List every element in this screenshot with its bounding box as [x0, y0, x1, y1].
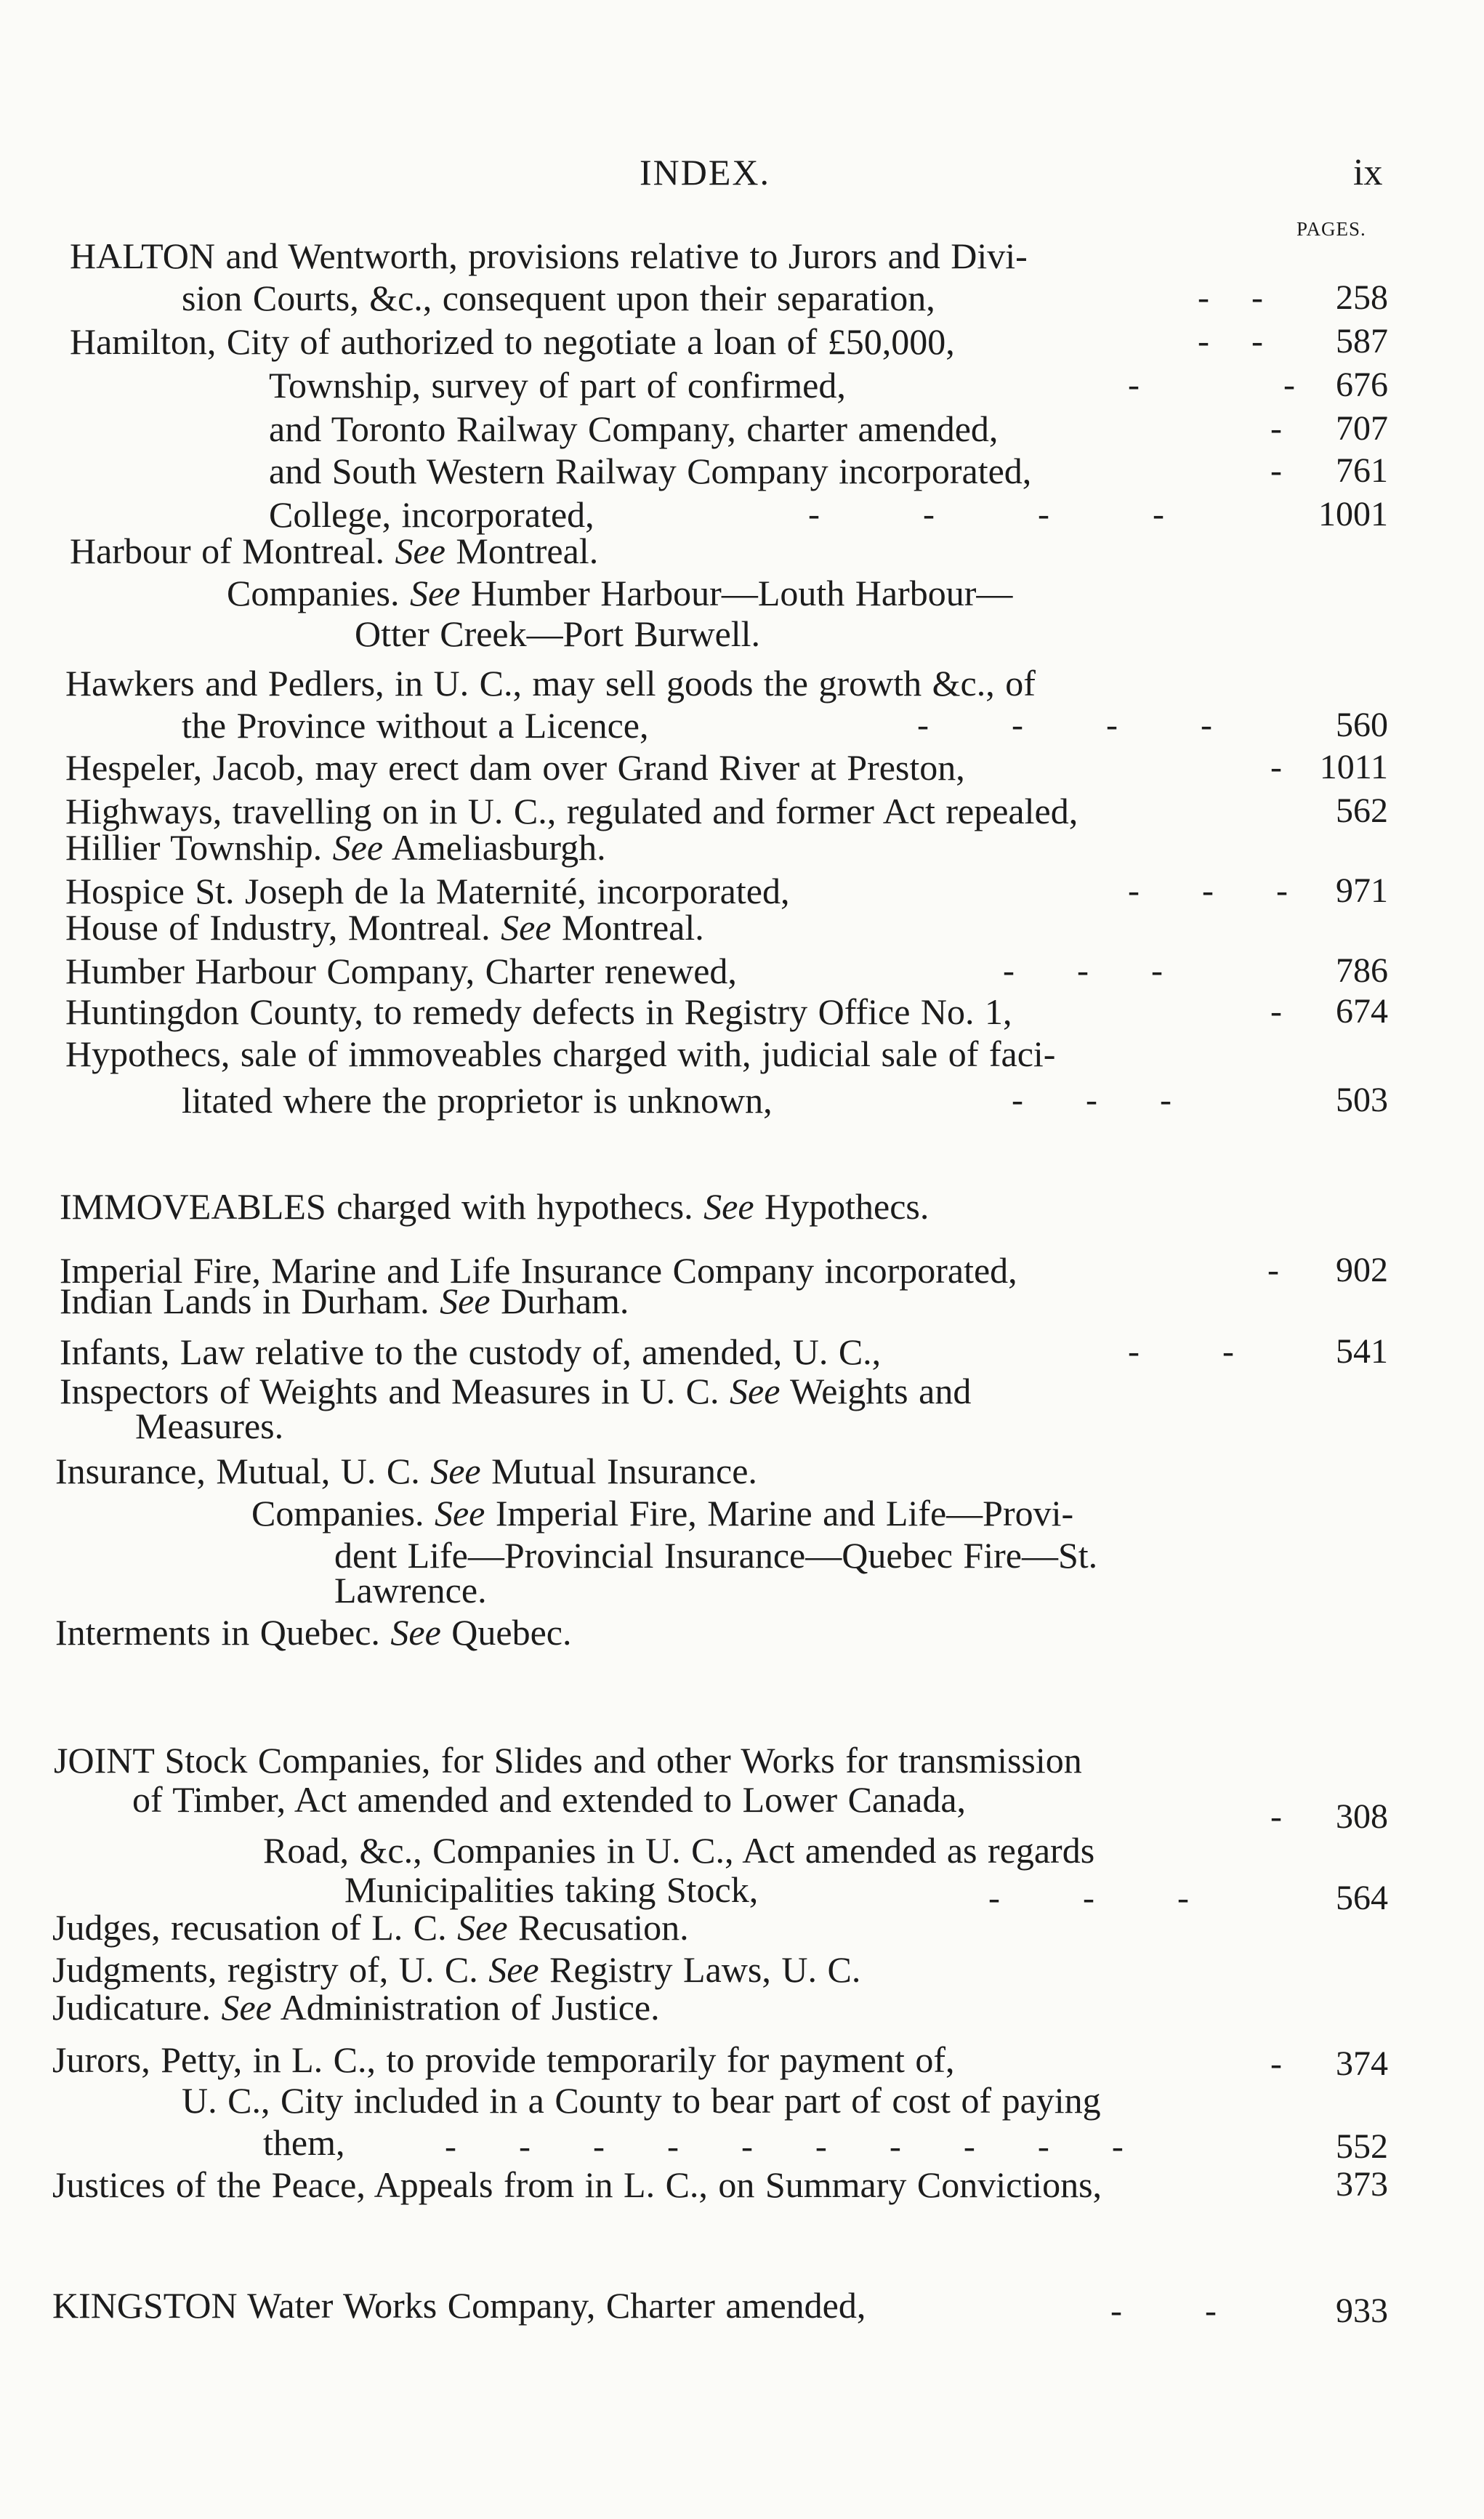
dot-leader: - [1270, 451, 1283, 490]
dot-leader: - [1270, 2044, 1283, 2083]
index-line: litated where the proprietor is unknown, [182, 1080, 773, 1121]
index-line: Interments in Quebec. See Quebec. [55, 1612, 572, 1653]
dot-leader: - - [1198, 278, 1265, 317]
index-line: Township, survey of part of confirmed, [269, 365, 846, 406]
see-reference-marker: See [332, 827, 384, 868]
dot-leader: - [1270, 992, 1283, 1031]
dot-leader: - [1270, 409, 1283, 448]
dot-leader: - - [1128, 366, 1297, 404]
index-line: JOINT Stock Companies, for Slides and other Works for transmission [54, 1740, 1082, 1781]
page-reference: 373 [1336, 2165, 1388, 2204]
index-line: them, [263, 2122, 345, 2163]
page-reference: 707 [1336, 409, 1388, 448]
index-line: the Province without a Licence, [182, 705, 649, 746]
see-reference-marker: See [409, 573, 461, 613]
dot-leader: - - - - - - - - - - [445, 2127, 1125, 2166]
page-reference: 1001 [1318, 495, 1388, 533]
index-line: Jurors, Petty, in L. C., to provide temporarily for payment of, [52, 2039, 955, 2080]
index-line: HALTON and Wentworth, provisions relative to Jurors and Divi- [70, 235, 1028, 276]
index-line: Hypothecs, sale of immoveables charged with, judicial sale of faci- [65, 1033, 1056, 1074]
index-line: Hamilton, City of authorized to negotiate a loan of £50,000, [70, 321, 955, 362]
index-line: dent Life—Provincial Insurance—Quebec Fire—St. [334, 1535, 1098, 1576]
page-reference: 562 [1336, 791, 1388, 830]
dot-leader: - - [1198, 322, 1265, 360]
index-line: sion Courts, &c., consequent upon their separation, [182, 278, 935, 318]
index-line: Justices of the Peace, Appeals from in L. C., on Summary Convictions, [52, 2164, 1102, 2205]
dot-leader: - [1270, 748, 1283, 786]
see-reference-marker: See [703, 1186, 754, 1227]
page-number: ix [1353, 152, 1383, 193]
dot-leader: - - - - [808, 495, 1166, 533]
index-line: House of Industry, Montreal. See Montreal. [65, 907, 704, 948]
index-line: Hespeler, Jacob, may erect dam over Grand River at Preston, [65, 747, 965, 788]
index-line: Road, &c., Companies in U. C., Act amended as regards [263, 1830, 1095, 1871]
page-reference: 587 [1336, 322, 1388, 360]
see-reference-marker: See [221, 1987, 272, 2028]
index-line: Imperial Fire, Marine and Life Insurance Company incorporated, [60, 1250, 1017, 1291]
see-reference-marker: See [457, 1907, 508, 1948]
page-title: INDEX. [640, 152, 771, 193]
see-reference-marker: See [488, 1949, 539, 1990]
dot-leader: - [1267, 1251, 1281, 1289]
page-reference: 503 [1336, 1081, 1388, 1119]
index-line: Hospice St. Joseph de la Maternité, incorporated, [65, 871, 790, 911]
see-reference-marker: See [395, 531, 445, 571]
page-reference: 676 [1336, 366, 1388, 404]
index-line: Indian Lands in Durham. See Durham. [60, 1281, 629, 1321]
see-reference-marker: See [501, 907, 552, 948]
dot-leader: - - - - [917, 706, 1214, 744]
index-line: Harbour of Montreal. See Montreal. [70, 531, 599, 571]
index-line: Measures. [135, 1406, 284, 1446]
index-line: College, incorporated, [269, 494, 594, 535]
index-line: Lawrence. [334, 1570, 487, 1611]
page-reference: 1011 [1319, 748, 1388, 786]
pages-column-label: PAGES. [1297, 218, 1366, 240]
dot-leader: - - [1110, 2292, 1218, 2330]
see-reference-marker: See [434, 1493, 485, 1533]
index-line: Inspectors of Weights and Measures in U. C. See Weights and [60, 1371, 972, 1411]
index-line: U. C., City included in a County to bear part of cost of paying [182, 2080, 1101, 2121]
dot-leader: - - - [988, 1879, 1190, 1917]
index-line: Judicature. See Administration of Justice. [52, 1987, 660, 2028]
index-line: KINGSTON Water Works Company, Charter amended, [52, 2285, 866, 2326]
index-line: Insurance, Mutual, U. C. See Mutual Insurance. [55, 1451, 757, 1491]
see-reference-marker: See [430, 1451, 481, 1491]
dot-leader: - - [1128, 1332, 1235, 1371]
index-line: and Toronto Railway Company, charter amended, [269, 408, 999, 449]
index-line: IMMOVEABLES charged with hypothecs. See Hypothecs. [60, 1186, 929, 1227]
page-reference: 933 [1336, 2292, 1388, 2330]
index-line: Infants, Law relative to the custody of, amended, U. C., [60, 1331, 882, 1372]
index-line: Judges, recusation of L. C. See Recusation. [52, 1907, 689, 1948]
dot-leader: - [1270, 1797, 1283, 1836]
index-line: Huntingdon County, to remedy defects in Registry Office No. 1, [65, 991, 1012, 1032]
index-line: Companies. See Humber Harbour—Louth Harbour— [227, 573, 1013, 613]
dot-leader: - - - [1012, 1081, 1173, 1119]
index-line: and South Western Railway Company incorporated, [269, 451, 1032, 491]
dot-leader: - - - [1003, 951, 1164, 990]
page-reference: 902 [1336, 1251, 1388, 1289]
index-line: Judgments, registry of, U. C. See Registry Laws, U. C. [52, 1949, 861, 1990]
page-reference: 552 [1336, 2127, 1388, 2166]
page-reference: 786 [1336, 951, 1388, 990]
index-line: Companies. See Imperial Fire, Marine and Life—Provi- [251, 1493, 1074, 1533]
index-line: Hawkers and Pedlers, in U. C., may sell goods the growth &c., of [65, 663, 1036, 704]
see-reference-marker: See [730, 1371, 781, 1411]
see-reference-marker: See [440, 1281, 491, 1321]
page-reference: 971 [1336, 871, 1388, 910]
page-reference: 258 [1336, 278, 1388, 317]
index-line: of Timber, Act amended and extended to Lower Canada, [132, 1779, 967, 1820]
index-line: Humber Harbour Company, Charter renewed, [65, 951, 737, 991]
index-line: Otter Creek—Port Burwell. [355, 613, 761, 654]
see-reference-marker: See [390, 1612, 441, 1653]
page-reference: 308 [1336, 1797, 1388, 1836]
page-reference: 374 [1336, 2044, 1388, 2083]
dot-leader: - - - [1128, 871, 1289, 910]
page-reference: 564 [1336, 1879, 1388, 1917]
index-line: Hillier Township. See Ameliasburgh. [65, 827, 606, 868]
index-line: Highways, travelling on in U. C., regulated and former Act repealed, [65, 791, 1078, 831]
page-reference: 541 [1336, 1332, 1388, 1371]
index-line: Municipalities taking Stock, [344, 1869, 759, 1910]
page-reference: 674 [1336, 992, 1388, 1031]
page-reference: 761 [1336, 451, 1388, 490]
page-reference: 560 [1336, 706, 1388, 744]
